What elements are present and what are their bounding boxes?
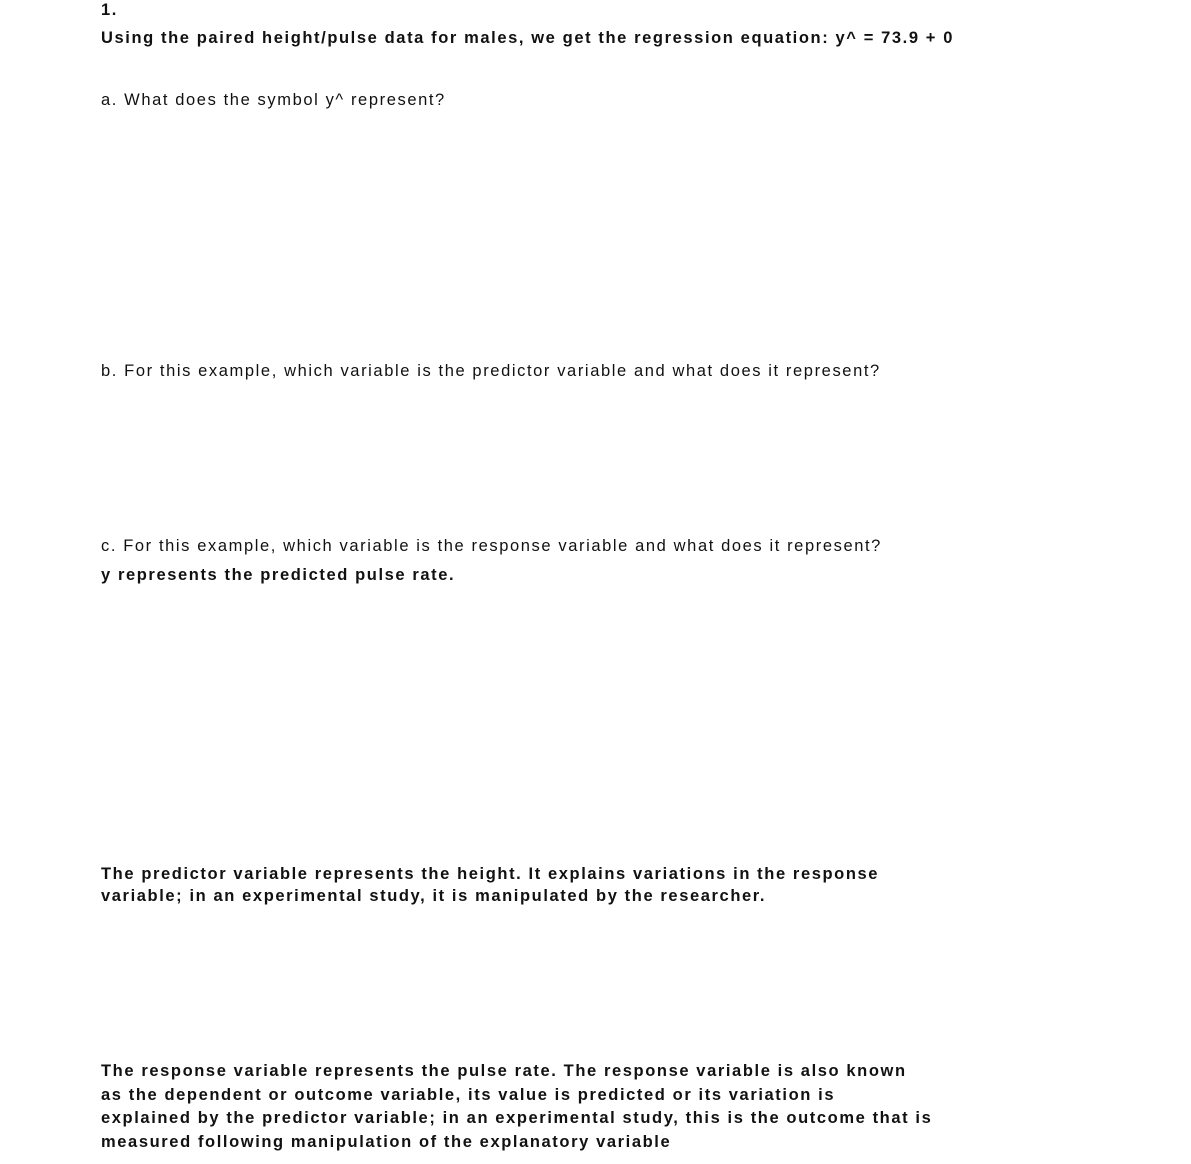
answer-line: explained by the predictor variable; in an experimental study, this is the outcome that is	[101, 1109, 933, 1127]
predictor-variable-answer	[101, 863, 879, 907]
question-prompt: Using the paired height/pulse data for males, we get the regression equation: y^ = 73.9 + 0	[101, 29, 955, 47]
part-c-question: c. For this example, which variable is the response variable and what does it represent?	[101, 537, 882, 555]
part-b-question: b. For this example, which variable is the predictor variable and what does it represent?	[101, 362, 881, 380]
part-a-question: a. What does the symbol y^ represent?	[101, 91, 446, 109]
answer-line: as the dependent or outcome variable, its value is predicted or its variation is	[101, 1085, 836, 1104]
question-number: 1.	[101, 1, 118, 19]
answer-line: variable; in an experimental study, it is manipulated by the researcher.	[101, 887, 767, 905]
answer-line: The response variable represents the pulse rate. The response variable is also known	[101, 1062, 907, 1080]
response-variable-answer	[101, 1060, 932, 1154]
part-c-answer: y represents the predicted pulse rate.	[101, 566, 456, 584]
answer-line: measured following manipulation of the explanatory variable	[101, 1132, 672, 1151]
answer-line: The predictor variable represents the height. It explains variations in the response	[101, 865, 880, 883]
